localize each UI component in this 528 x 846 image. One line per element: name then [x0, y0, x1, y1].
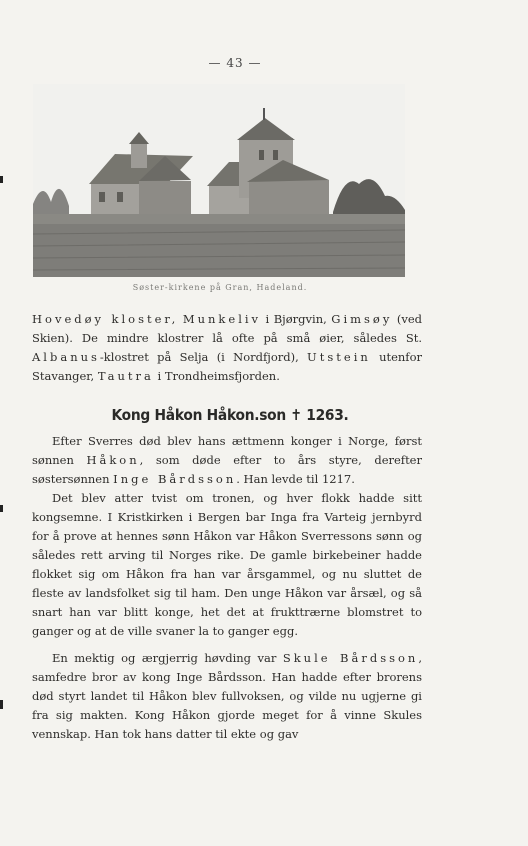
person-name: Skule Bårdsson [282, 651, 419, 665]
place-name: Gimsøy [331, 312, 393, 326]
intro-paragraph [32, 310, 422, 386]
text-run: En mektig og ærgjerrig høvding var [52, 651, 283, 665]
church-photo [33, 84, 405, 277]
text-run: -klostret på Selja (i Nordfjord), [99, 350, 308, 364]
text-run: Efter Sverres død blev hans ættmenn konger i Norge, først sønnen [32, 434, 422, 467]
place-name: Tautra [97, 369, 154, 383]
text-run: , som døde efter to års styre, derefter søstersønnen [32, 453, 422, 486]
section-heading: Kong Håkon Håkon.son ✝ 1263. [111, 406, 349, 424]
person-name: Håkon [86, 453, 140, 467]
text-run: utenfor Stavanger, [32, 350, 422, 383]
text-run: i Bjørgvin, [261, 312, 332, 326]
place-name: Hovedøy kloster, [32, 312, 179, 326]
text-run: i Trondheimsfjorden. [153, 369, 280, 383]
paragraph-2: Det blev atter tvist om tronen, og hver flokk hadde sitt kongsemne. I Kristkirken i Bergen bar Inga fra Varteig jernbyrd for å prove at hennes sønn Håkon var Håkon Sverressons sønn og således rett arving til Norges rike. De gamle birkebeiner hadde flokket sig om Håkon fra han var årsgammel, og nu sluttet de fleste av landsfolket sig til ham. Den unge Håkon var årsæl, og så snart han var blitt konge, het det at frukttrærne blomstret to ganger og at de ville svaner la to ganger egg. [32, 491, 422, 638]
scan-edge-mark [0, 176, 3, 183]
page-number: — 43 — [208, 56, 262, 70]
text-run: (ved Skien). De mindre klostrer lå ofte på små øier, således St. [32, 312, 423, 345]
place-name: Utstein [307, 350, 371, 364]
paragraph-3 [32, 649, 422, 744]
place-name: Albanus [32, 350, 100, 364]
text-run: , samfedre bror av kong Inge Bårdsson. Han hadde efter brorens død styrt landet til Håkon blev fullvoksen, og vilde nu ugjerne gi fra sig makten. Kong Håkon gjorde meget for å vinne Skules vennskap. Han tok hans datter til ekte og gav [32, 651, 422, 741]
scan-edge-mark [0, 505, 3, 512]
scan-edge-mark [0, 700, 3, 709]
church-illustration [33, 84, 405, 277]
text-run: . Han levde til 1217. [236, 472, 355, 486]
person-name: Inge Bårdsson [113, 472, 237, 486]
paragraph-1 [32, 432, 422, 489]
place-name: Munkeliv [182, 312, 262, 326]
photo-caption: Søster-kirkene på Gran, Hadeland. [132, 283, 308, 292]
